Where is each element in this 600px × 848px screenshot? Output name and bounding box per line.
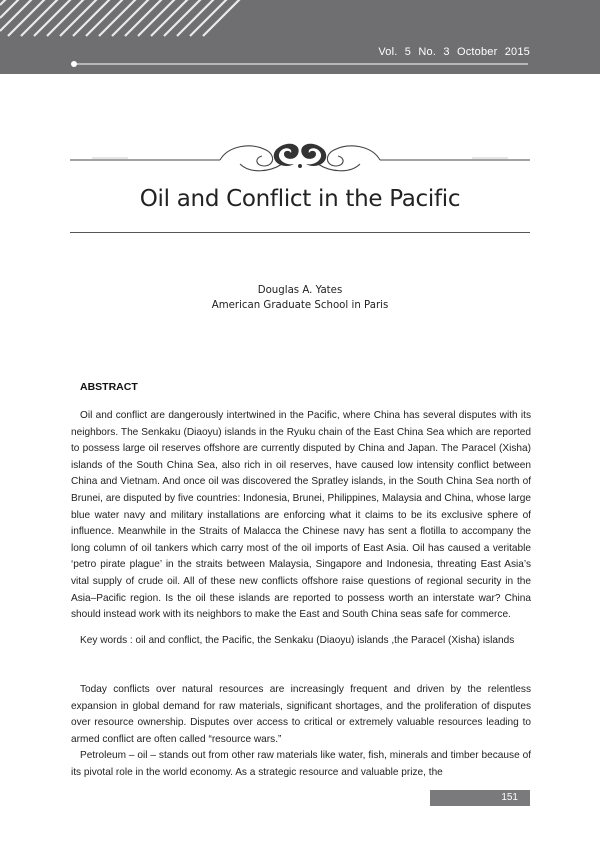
body-paragraph: Today conflicts over natural resources are increasingly frequent and driven by the relentless expansion in global demand for raw materials, significant shortages, and the proliferation of disputes over resource ownership. Disputes over access to critical or extremely valuable resources leading to armed conflict are often called “resource wars.” — [71, 684, 531, 745]
keywords-line: Key words : oil and conflict, the Pacific, the Senkaku (Diaoyu) islands ,the Paracel (Xisha) islands — [80, 635, 515, 646]
journal-issue-info — [378, 46, 530, 58]
date-label: October 2015 — [456, 46, 530, 58]
title-divider — [70, 232, 530, 233]
author-block — [0, 284, 600, 313]
body-paragraph: Petroleum – oil – stands out from other raw materials like water, fish, minerals and timber because of its pivotal role in the world economy. As a strategic resource and valuable prize, the — [71, 750, 531, 778]
article-title: Oil and Conflict in the Pacific — [139, 186, 461, 212]
title-ornament-flourish — [70, 134, 530, 180]
page-number-box — [430, 790, 530, 806]
volume-label: Vol. 5 — [378, 46, 412, 58]
abstract-heading: ABSTRACT — [80, 381, 138, 393]
body-text — [71, 682, 531, 782]
page-number: 151 — [501, 792, 518, 803]
abstract-paragraph: Oil and conflict are dangerously intertwined in the Pacific, where China has several disputes with its neighbors. The Senkaku (Diaoyu) islands in the Ryuku chain of the East China Sea which are reported to possess large oil reserves offshore are currently disputed by China and Japan. The Paracel (Xisha) islands of the South China Sea, also rich in oil reserves, have caused low intensity conflict between China and Vietnam. And once oil was discovered the Spratley islands, in the South China Sea north of Brunei, are disputed by five countries: Indonesia, Brunei, Philippines, Malaysia and China, whose large blue water navy and military installations are enforcing what it claims to be its exclusive sphere of influence. Meanwhile in the Straits of Malacca the Chinese navy has sent a flotilla to accompany the long column of oil tankers which carry most of the oil imports of East Asia. Oil has caused a veritable ‘petro pirate plague’ in the straits between Malaysia, Singapore and Indonesia, threating East Asia’s vital supply of crude oil. All of these new conflicts offshore raise questions of regional security in the Asia–Pacific region. Is the oil these islands are reported to possess worth an interstate war? China should instead work with its neighbors to make the East and South China seas safe for commerce. — [71, 410, 531, 621]
journal-header-band — [0, 0, 600, 74]
number-label: No. 3 — [418, 46, 450, 58]
author-name: Douglas A. Yates — [257, 285, 343, 296]
author-affiliation: American Graduate School in Paris — [211, 299, 389, 311]
diagonal-stripes-decoration — [0, 0, 600, 74]
